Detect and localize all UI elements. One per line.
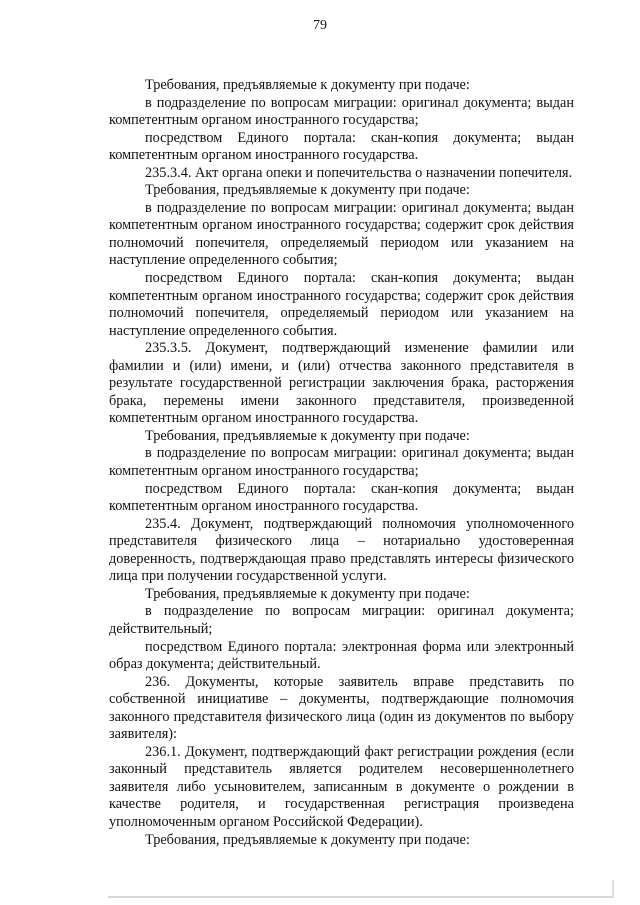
page-number: 79: [313, 18, 327, 33]
paragraph: Требования, предъявляемые к документу при подаче:: [145, 182, 470, 199]
paragraph: посредством Единого портала: скан-копия документа; выдан компетентным органом иностранного государства; содержит срок действия полномочий попечителя, определяемый периодом или указанием на наступление определенного события.: [109, 270, 574, 339]
paragraph: в подразделение по вопросам миграции: оригинал документа; выдан компетентным органом иностранного государства;: [109, 94, 574, 129]
scan-edge-line: [108, 896, 613, 898]
paragraph: Требования, предъявляемые к документу при подаче:: [145, 77, 470, 93]
paragraph: 236. Документы, которые заявитель вправе представить по собственной инициативе – документы, подтверждающие полномочия законного представителя физического лица (один из документов по выбору заявителя):: [109, 673, 574, 743]
paragraph: посредством Единого портала: электронная форма или электронный образ документа; действительный.: [109, 638, 574, 673]
paragraph: в подразделение по вопросам миграции: оригинал документа; выдан компетентным органом иностранного государства; содержит срок действия полномочий попечителя, определяемый периодом или указанием на наступление определенного события;: [109, 199, 574, 269]
paragraph: 235.4. Документ, подтверждающий полномочия уполномоченного представителя физического лица – нотариально удостоверенная доверенность, подтверждающая право представлять интересы физического лица при получении государственной услуги.: [109, 515, 574, 585]
paragraph: посредством Единого портала: скан-копия документа; выдан компетентным органом иностранного государства.: [109, 129, 574, 164]
scan-edge-line: [612, 880, 614, 898]
paragraph: 235.3.5. Документ, подтверждающий изменение фамилии или фамилии и (или) имени, и (или) отчества законного представителя в результате государственной регистрации заключения брака, расторжения брака, перемены имени законного представителя, произведенной компетентным органом иностранного государства.: [109, 340, 574, 427]
document-body: [109, 77, 574, 849]
paragraph: посредством Единого портала: скан-копия документа; выдан компетентным органом иностранного государства.: [109, 480, 574, 515]
paragraph: Требования, предъявляемые к документу при подаче:: [145, 585, 470, 602]
paragraph: в подразделение по вопросам миграции: оригинал документа; выдан компетентным органом иностранного государства;: [109, 445, 574, 480]
paragraph: Требования, предъявляемые к документу при подаче:: [145, 427, 470, 444]
paragraph: Требования, предъявляемые к документу при подаче:: [145, 831, 470, 848]
paragraph: 235.3.4. Акт органа опеки и попечительства о назначении попечителя.: [145, 164, 573, 181]
paragraph: в подразделение по вопросам миграции: оригинал документа; действительный;: [109, 603, 574, 637]
paragraph: 236.1. Документ, подтверждающий факт регистрации рождения (если законный представитель является родителем несовершеннолетнего заявителя либо усыновителем, записанным в документе о рождении в качестве родителя, и государственная регистрация произведена уполномоченным органом Российской Федерации).: [109, 743, 574, 830]
